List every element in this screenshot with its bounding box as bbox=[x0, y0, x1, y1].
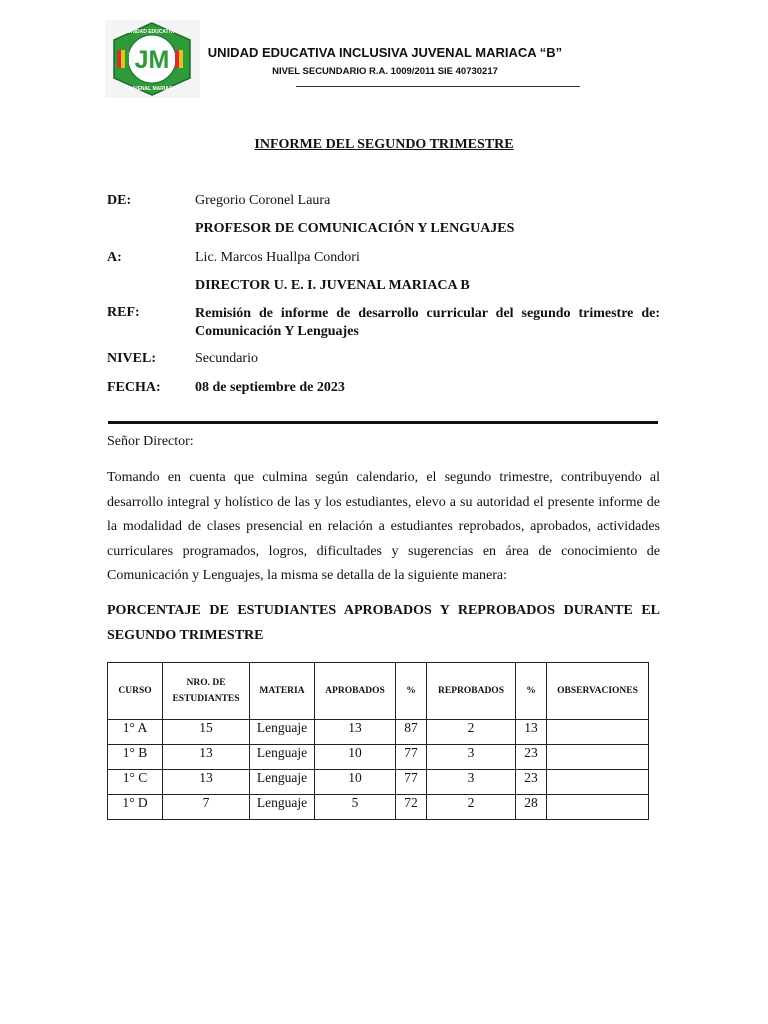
cell-reprobados-pct: 28 bbox=[516, 795, 547, 820]
cell-reprobados-pct: 23 bbox=[516, 770, 547, 795]
cell-materia: Lenguaje bbox=[250, 770, 315, 795]
cell-curso: 1° B bbox=[108, 745, 163, 770]
col-header-aprobados-pct: % bbox=[396, 663, 427, 720]
cell-nro-estudiantes: 7 bbox=[163, 795, 250, 820]
cell-nro-estudiantes: 15 bbox=[163, 720, 250, 745]
logo-ring-bottom: JUVENAL MARIACA bbox=[127, 86, 177, 92]
cell-aprobados: 13 bbox=[315, 720, 396, 745]
school-name: UNIDAD EDUCATIVA INCLUSIVA JUVENAL MARIACA “B” bbox=[207, 45, 563, 60]
logo-initials: JM bbox=[134, 46, 170, 74]
nivel-label: NIVEL: bbox=[107, 351, 157, 366]
col-header-observaciones: OBSERVACIONES bbox=[547, 663, 649, 720]
col-header-reprobados-pct: % bbox=[516, 663, 547, 720]
results-table bbox=[107, 662, 649, 820]
cell-reprobados-pct: 23 bbox=[516, 745, 547, 770]
a-role: DIRECTOR U. E. I. JUVENAL MARIACA B bbox=[195, 278, 470, 293]
de-name: Gregorio Coronel Laura bbox=[195, 193, 331, 208]
cell-nro-estudiantes: 13 bbox=[163, 745, 250, 770]
body-paragraph: Tomando en cuenta que culmina según calendario, el segundo trimestre, contribuyendo al desarrollo integral y holístico de las y los estudiantes, elevo a su autoridad el presente informe de la modalidad de clases presencial en relación a estudiantes reprobados, aprobados, actividades curriculares programados, logros, dificultades y sugerencias en área de conocimiento de Comunicación y Lenguajes, la misma se detalla de la siguiente manera: bbox=[107, 470, 660, 583]
cell-materia: Lenguaje bbox=[250, 745, 315, 770]
fecha-value: 08 de septiembre de 2023 bbox=[195, 380, 345, 395]
logo-ring-top: UNIDAD EDUCATIVA bbox=[127, 29, 177, 35]
cell-reprobados: 2 bbox=[427, 795, 516, 820]
ref-label: REF: bbox=[107, 305, 140, 320]
de-label: DE: bbox=[107, 193, 132, 208]
cell-aprobados-pct: 72 bbox=[396, 795, 427, 820]
cell-aprobados-pct: 87 bbox=[396, 720, 427, 745]
cell-reprobados: 2 bbox=[427, 720, 516, 745]
section-title: PORCENTAJE DE ESTUDIANTES APROBADOS Y REPROBADOS DURANTE EL SEGUNDO TRIMESTRE bbox=[107, 603, 660, 643]
col-header-curso: CURSO bbox=[108, 663, 163, 720]
cell-curso: 1° A bbox=[108, 720, 163, 745]
col-header-reprobados: REPROBADOS bbox=[427, 663, 516, 720]
cell-aprobados: 5 bbox=[315, 795, 396, 820]
de-role: PROFESOR DE COMUNICACIÓN Y LENGUAJES bbox=[195, 221, 515, 236]
table-row bbox=[108, 795, 649, 820]
a-name: Lic. Marcos Huallpa Condori bbox=[195, 250, 360, 265]
greeting: Señor Director: bbox=[107, 434, 194, 449]
cell-aprobados: 10 bbox=[315, 745, 396, 770]
col-header-nro-estudiantes: NRO. DE ESTUDIANTES bbox=[163, 663, 250, 720]
cell-curso: 1° D bbox=[108, 795, 163, 820]
school-subtitle: NIVEL SECUNDARIO R.A. 1009/2011 SIE 40730217 bbox=[272, 66, 498, 77]
header-divider bbox=[296, 86, 580, 87]
cell-reprobados: 3 bbox=[427, 770, 516, 795]
document-title: INFORME DEL SEGUNDO TRIMESTRE bbox=[254, 137, 514, 152]
memo-divider bbox=[108, 421, 658, 424]
cell-aprobados-pct: 77 bbox=[396, 770, 427, 795]
a-label: A: bbox=[107, 250, 122, 265]
cell-aprobados: 10 bbox=[315, 770, 396, 795]
cell-observaciones bbox=[547, 795, 649, 820]
cell-materia: Lenguaje bbox=[250, 795, 315, 820]
table-row bbox=[108, 745, 649, 770]
fecha-label: FECHA: bbox=[107, 380, 161, 395]
nivel-value: Secundario bbox=[195, 351, 258, 366]
cell-reprobados: 3 bbox=[427, 745, 516, 770]
cell-nro-estudiantes: 13 bbox=[163, 770, 250, 795]
table-header-row bbox=[108, 663, 649, 720]
ref-text: Remisión de informe de desarrollo curricular del segundo trimestre de: Comunicación Y Lenguajes bbox=[195, 306, 660, 339]
cell-observaciones bbox=[547, 745, 649, 770]
col-header-aprobados: APROBADOS bbox=[315, 663, 396, 720]
cell-observaciones bbox=[547, 720, 649, 745]
table-row bbox=[108, 770, 649, 795]
cell-aprobados-pct: 77 bbox=[396, 745, 427, 770]
cell-materia: Lenguaje bbox=[250, 720, 315, 745]
col-header-materia: MATERIA bbox=[250, 663, 315, 720]
cell-curso: 1° C bbox=[108, 770, 163, 795]
table-row bbox=[108, 720, 649, 745]
cell-observaciones bbox=[547, 770, 649, 795]
cell-reprobados-pct: 13 bbox=[516, 720, 547, 745]
